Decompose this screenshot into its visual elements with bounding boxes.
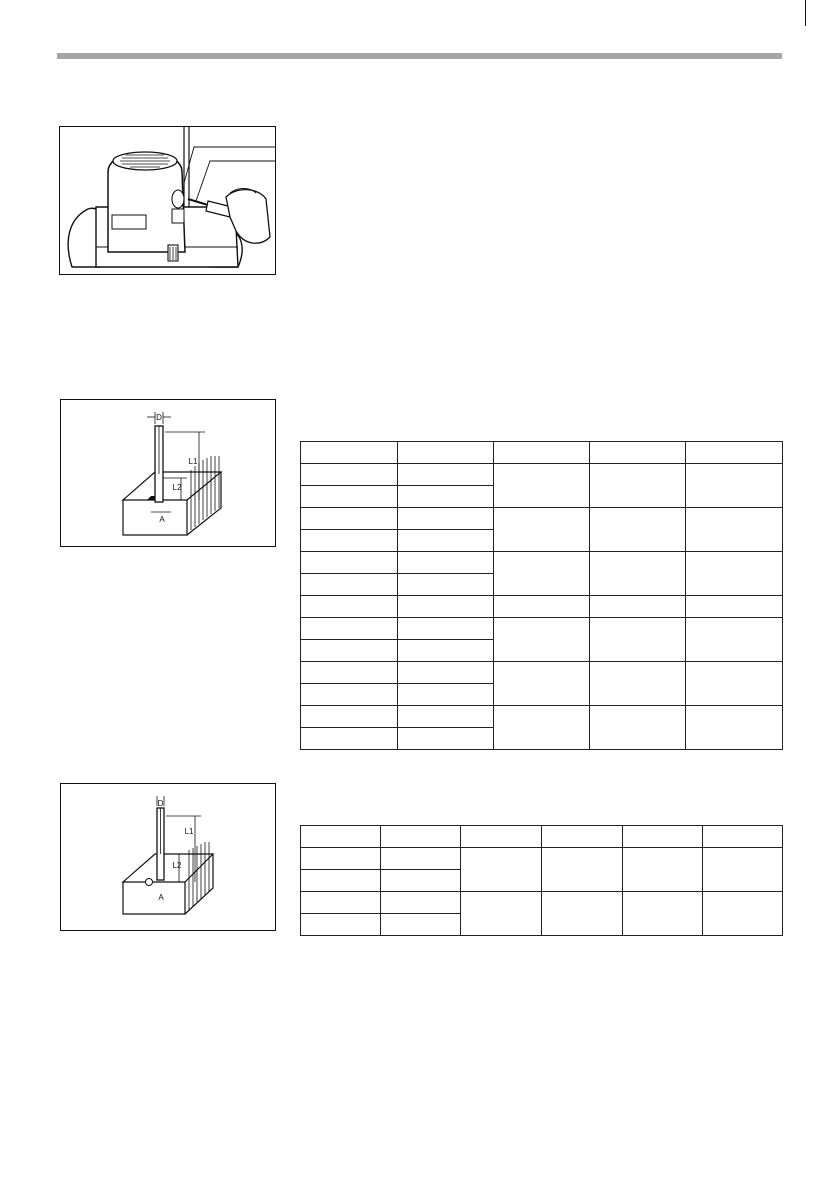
table-cell (398, 728, 494, 750)
table-row (301, 508, 783, 530)
table-cell (301, 728, 398, 750)
table-row (301, 596, 783, 618)
table-cell (590, 552, 686, 596)
table-cell (398, 684, 494, 706)
dim-label-l2: L2 (172, 861, 182, 870)
table-cell (398, 552, 494, 574)
dim-label-d: D (156, 413, 162, 422)
table-cell (301, 892, 381, 914)
table-cell (686, 552, 783, 596)
table-cell (590, 596, 686, 618)
table-cell (494, 596, 590, 618)
dim-label-l1: L1 (188, 457, 198, 466)
table-cell (494, 442, 590, 464)
table-cell (398, 486, 494, 508)
dim-label-a: A (158, 893, 164, 902)
table-cell (494, 618, 590, 662)
table-cell (686, 508, 783, 552)
table-row (301, 618, 783, 640)
table-cell (686, 662, 783, 706)
router-illustration (60, 127, 276, 275)
figure-straight-bit-2 (60, 783, 276, 931)
figure-router-screwdriver (59, 126, 276, 275)
table-cell (381, 848, 461, 870)
table-cell (590, 706, 686, 750)
table-cell (301, 706, 398, 728)
table-cell (398, 530, 494, 552)
table-cell (494, 508, 590, 552)
table-cell (301, 530, 398, 552)
table-cell (301, 552, 398, 574)
table-cell (590, 662, 686, 706)
table-cell (398, 640, 494, 662)
table-cell (381, 914, 461, 936)
bit-diagram-2 (61, 784, 276, 931)
table-cell (623, 892, 703, 936)
table-cell (301, 618, 398, 640)
table-cell (301, 826, 381, 848)
table-row (301, 706, 783, 728)
spec-table-1 (300, 441, 783, 750)
table-cell (301, 662, 398, 684)
bit-diagram-1 (61, 400, 276, 547)
table-cell (590, 508, 686, 552)
table-cell (398, 596, 494, 618)
table-cell (686, 618, 783, 662)
table-cell (686, 706, 783, 750)
table-cell (301, 596, 398, 618)
table-row (301, 662, 783, 684)
table-cell (381, 892, 461, 914)
spec-table-2 (300, 825, 783, 936)
table-cell (398, 618, 494, 640)
table-cell (542, 892, 623, 936)
table-cell (686, 464, 783, 508)
table-cell (686, 596, 783, 618)
dim-label-l2: L2 (172, 483, 182, 492)
table-cell (381, 826, 461, 848)
crop-mark (805, 0, 806, 26)
table-cell (398, 508, 494, 530)
table-cell (590, 464, 686, 508)
table-cell (301, 914, 381, 936)
table-header-row (301, 826, 783, 848)
table-cell (703, 826, 783, 848)
table-cell (461, 892, 542, 936)
table-cell (494, 552, 590, 596)
table-cell (301, 442, 398, 464)
table-cell (301, 870, 381, 892)
table-cell (542, 826, 623, 848)
table-cell (703, 848, 783, 892)
table-cell (623, 848, 703, 892)
table-row (301, 848, 783, 870)
table-cell (301, 640, 398, 662)
dim-label-l1: L1 (184, 827, 194, 836)
table-cell (461, 848, 542, 892)
table-cell (301, 464, 398, 486)
table-cell (381, 870, 461, 892)
table-cell (703, 892, 783, 936)
table-cell (623, 826, 703, 848)
table-cell (542, 848, 623, 892)
table-cell (398, 574, 494, 596)
table-cell (301, 684, 398, 706)
dim-label-d: D (157, 799, 164, 808)
table-row (301, 892, 783, 914)
table-row (301, 464, 783, 486)
table-cell (494, 662, 590, 706)
table-cell (301, 508, 398, 530)
table-cell (494, 464, 590, 508)
table-cell (686, 442, 783, 464)
table-cell (398, 442, 494, 464)
table-cell (301, 574, 398, 596)
table-cell (494, 706, 590, 750)
table-cell (461, 826, 542, 848)
figure-straight-bit-1 (60, 399, 276, 547)
table-cell (398, 662, 494, 684)
table-row (301, 552, 783, 574)
table-cell (301, 848, 381, 870)
table-cell (398, 464, 494, 486)
table-cell (301, 486, 398, 508)
table-header-row (301, 442, 783, 464)
dim-label-a: A (159, 515, 165, 524)
header-rule (57, 53, 782, 59)
table-cell (398, 706, 494, 728)
table-cell (590, 618, 686, 662)
table-cell (590, 442, 686, 464)
